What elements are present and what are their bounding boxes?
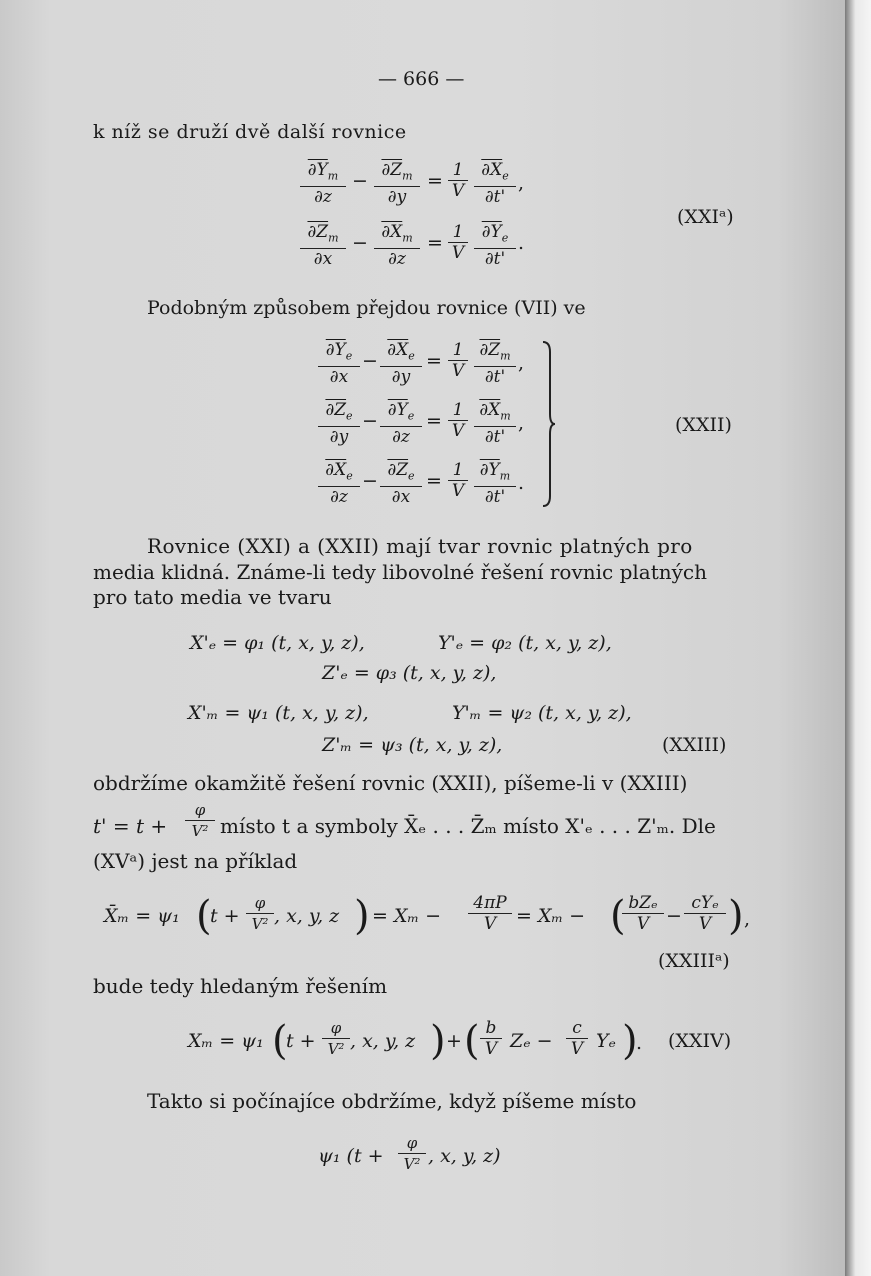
paragraph-line: místo t a symboly X̄ₑ . . . Z̄ₘ místo X'ₑ . . . Z'ₘ. Dle bbox=[220, 814, 716, 838]
fraction: $\frac{\partial X_e}{\partial t'}$ bbox=[474, 160, 516, 207]
paren-open: ( bbox=[610, 893, 626, 939]
fraction: cYₑ V bbox=[684, 893, 726, 934]
fraction: $\frac{c}{V}$ bbox=[566, 1018, 588, 1059]
fraction: $\frac{\partial X_e}{\partial z}$ bbox=[318, 460, 360, 507]
eq-xxiii-line4: Z'ₘ = ψ₃ (t, x, y, z), bbox=[322, 734, 503, 756]
eq-arg: t + bbox=[286, 1030, 316, 1052]
equals: = bbox=[427, 170, 443, 192]
equation-label-xxia: (XXIᵃ) bbox=[677, 206, 734, 228]
fraction: $\frac{1}{V}$ bbox=[448, 400, 468, 441]
eq-xxiii-line1b: Y'ₑ = φ₂ (t, x, y, z), bbox=[438, 632, 612, 654]
fraction: $\frac{\partial X_m}{\partial t'}$ bbox=[474, 400, 516, 447]
equals: = bbox=[426, 350, 442, 372]
minus: − bbox=[666, 905, 682, 927]
eq-arg: , x, y, z bbox=[274, 905, 340, 927]
fraction: $\frac{1}{V}$ bbox=[448, 222, 468, 263]
fraction: $\frac{\partial Z_m}{\partial t'}$ bbox=[474, 340, 516, 387]
minus: − bbox=[352, 232, 368, 254]
fraction: $\frac{b}{V}$ bbox=[480, 1018, 502, 1059]
paren-open: ( bbox=[272, 1018, 288, 1064]
eq-xxiii-line2: Z'ₑ = φ₃ (t, x, y, z), bbox=[322, 662, 497, 684]
equation-label-xxiii: (XXIII) bbox=[662, 734, 727, 756]
minus: − bbox=[362, 410, 378, 432]
fraction: $\frac{4\pi P}{V}$ bbox=[468, 893, 512, 934]
period: . bbox=[636, 1032, 643, 1054]
paragraph-line: obdržíme okamžitě řešení rovnic (XXII), píšeme-li v (XXIII) bbox=[93, 771, 688, 795]
eq-arg: , x, y, z bbox=[350, 1030, 416, 1052]
fraction: $\frac{\varphi}{\text{V²}}$ bbox=[246, 893, 274, 934]
comma: , bbox=[518, 172, 525, 194]
fraction: $\frac{1}{V}$ bbox=[448, 460, 468, 501]
eq-xxiii-line3a: X'ₘ = ψ₁ (t, x, y, z), bbox=[188, 702, 369, 724]
eq-xxiii-line1a: X'ₑ = φ₁ (t, x, y, z), bbox=[190, 632, 365, 654]
minus: − bbox=[352, 170, 368, 192]
fraction: $\frac{\partial Y_e}{\partial x}$ bbox=[318, 340, 360, 387]
intro-line: k níž se druží dvě další rovnice bbox=[93, 121, 407, 143]
period: . bbox=[518, 472, 525, 494]
paragraph-line: pro tato media ve tvaru bbox=[93, 585, 332, 609]
fraction: $\frac{\partial Y_e}{\partial z}$ bbox=[380, 400, 422, 447]
paragraph-line: bude tedy hledaným řešením bbox=[93, 974, 388, 998]
paren-open: ( bbox=[196, 893, 212, 939]
fraction: $\frac{\partial Z_e}{\partial y}$ bbox=[318, 400, 360, 447]
fraction: $\frac{1}{V}$ bbox=[448, 340, 468, 381]
equals: = bbox=[426, 410, 442, 432]
eq-term: Zₑ − bbox=[510, 1030, 553, 1052]
paragraph-line: t' = t + bbox=[93, 814, 168, 838]
comma: , bbox=[744, 908, 751, 930]
paragraph-line: Takto si počínajíce obdržíme, když píšeme místo bbox=[147, 1089, 637, 1113]
paragraph-line: Rovnice (XXI) a (XXII) mají tvar rovnic platných pro bbox=[147, 534, 693, 558]
fraction: $\frac{\partial X_e}{\partial y}$ bbox=[380, 340, 422, 387]
paren-close: ) bbox=[728, 893, 744, 939]
paragraph-line: media klidná. Známe-li tedy libovolné řešení rovnic platných bbox=[93, 560, 707, 584]
paren-close: ) bbox=[430, 1018, 446, 1064]
equation-label-xxiiia: (XXIIIᵃ) bbox=[658, 950, 730, 972]
eq-xxiii-line3b: Y'ₘ = ψ₂ (t, x, y, z), bbox=[452, 702, 632, 724]
page-edge bbox=[845, 0, 871, 1276]
minus: − bbox=[362, 470, 378, 492]
eq-term: , x, y, z) bbox=[428, 1145, 501, 1167]
fraction: $\frac{\varphi}{\text{V²}}$ bbox=[398, 1133, 426, 1174]
fraction: $\frac{\partial Y_e}{\partial t'}$ bbox=[474, 222, 516, 269]
eq-arg: t + bbox=[210, 905, 240, 927]
fraction: $\frac{\partial Z_e}{\partial x}$ bbox=[380, 460, 422, 507]
equals: = bbox=[427, 232, 443, 254]
eq-term: Yₑ bbox=[596, 1030, 616, 1052]
fraction: $\frac{\partial Z_m}{\partial x}$ bbox=[300, 222, 346, 269]
fraction: $\frac{\partial Y_m}{\partial z}$ bbox=[300, 160, 346, 207]
equals: = bbox=[426, 470, 442, 492]
fraction: $\frac{\varphi}{\text{V²}}$ bbox=[185, 800, 215, 841]
paren-open: ( bbox=[464, 1018, 480, 1064]
eq-term: ψ₁ (t + bbox=[318, 1145, 384, 1167]
comma: , bbox=[518, 412, 525, 434]
minus: − bbox=[362, 350, 378, 372]
fraction: $\frac{\partial Z_m}{\partial y}$ bbox=[374, 160, 420, 207]
eq-mid: = Xₘ − bbox=[372, 905, 442, 927]
eq-lhs: Xₘ = ψ₁ bbox=[188, 1030, 264, 1052]
comma: , bbox=[518, 352, 525, 374]
page-number: — 666 — bbox=[378, 68, 465, 90]
equation-label-xxii: (XXII) bbox=[675, 414, 732, 436]
plus: + bbox=[446, 1030, 462, 1052]
fraction: $\frac{\partial X_m}{\partial z}$ bbox=[374, 222, 420, 269]
eq-lhs: X̄ₘ = ψ₁ bbox=[104, 905, 180, 927]
paren-close: ) bbox=[354, 893, 370, 939]
fraction: bZₑ V bbox=[622, 893, 664, 934]
eq-mid: = Xₘ − bbox=[516, 905, 586, 927]
fraction: $\frac{1}{V}$ bbox=[448, 160, 468, 201]
fraction: $\frac{\varphi}{\text{V²}}$ bbox=[322, 1018, 350, 1059]
paragraph-vii: Podobným způsobem přejdou rovnice (VII) ve bbox=[147, 297, 586, 319]
paren-close: ) bbox=[622, 1018, 638, 1064]
paragraph-line: (XVᵃ) jest na příklad bbox=[93, 849, 298, 873]
fraction: $\frac{\partial Y_m}{\partial t'}$ bbox=[474, 460, 516, 507]
period: . bbox=[518, 232, 525, 254]
equation-label-xxiv: (XXIV) bbox=[668, 1030, 732, 1052]
right-brace bbox=[540, 340, 556, 508]
